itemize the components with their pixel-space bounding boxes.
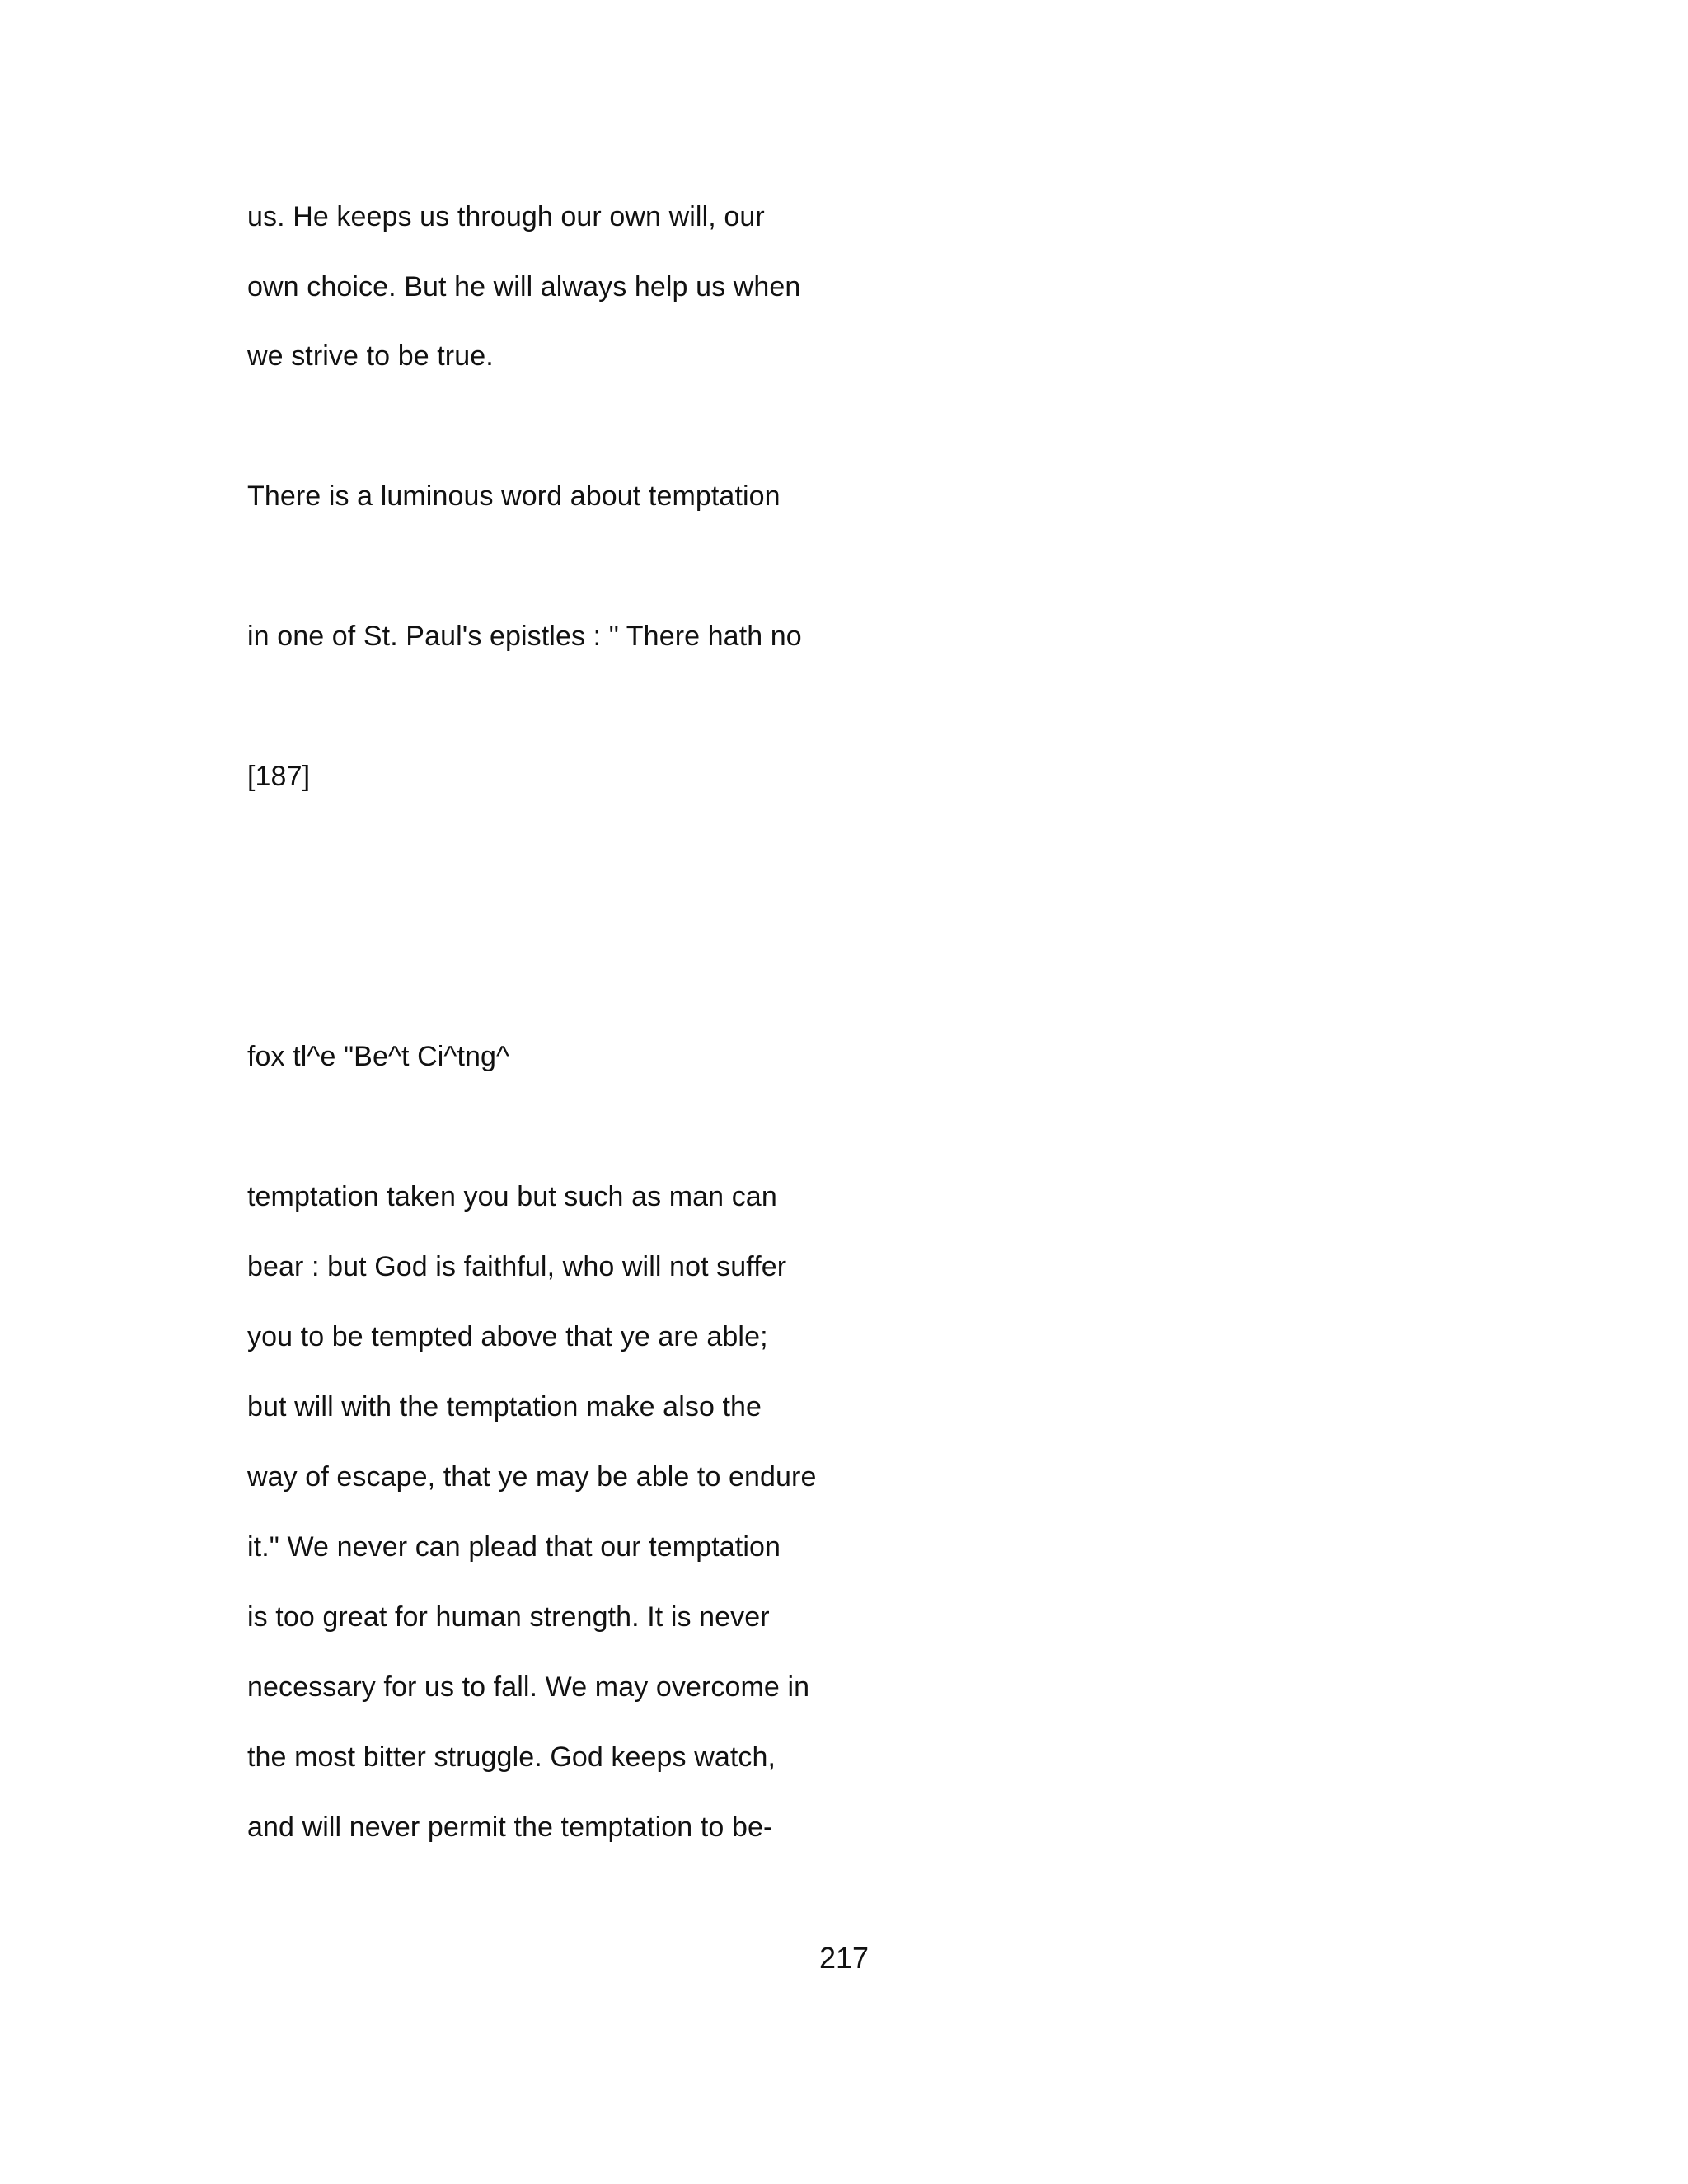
text-line: is too great for human strength. It is never (247, 1601, 770, 1633)
text-line: the most bitter struggle. God keeps watch, (247, 1741, 776, 1773)
text-line: necessary for us to fall. We may overcome in (247, 1671, 810, 1703)
text-line: it." We never can plead that our temptation (247, 1531, 781, 1563)
page-number: 217 (818, 1941, 870, 1975)
text-line: but will with the temptation make also the (247, 1391, 762, 1422)
text-line: us. He keeps us through our own will, our (247, 201, 765, 232)
text-line: and will never permit the temptation to be- (247, 1811, 773, 1843)
running-header: fox tl^e "Be^t Ci^tng^ (247, 1041, 510, 1072)
bracketed-page-ref: [187] (247, 761, 311, 792)
text-line: There is a luminous word about temptation (247, 480, 781, 512)
text-line: way of escape, that ye may be able to endure (247, 1461, 817, 1493)
text-line: in one of St. Paul's epistles : " There hath no (247, 621, 802, 652)
text-line: own choice. But he will always help us when (247, 271, 801, 302)
text-line: you to be tempted above that ye are able; (247, 1321, 768, 1352)
text-line: bear : but God is faithful, who will not suffer (247, 1251, 787, 1282)
text-line: temptation taken you but such as man can (247, 1181, 777, 1212)
text-line: we strive to be true. (247, 340, 494, 372)
